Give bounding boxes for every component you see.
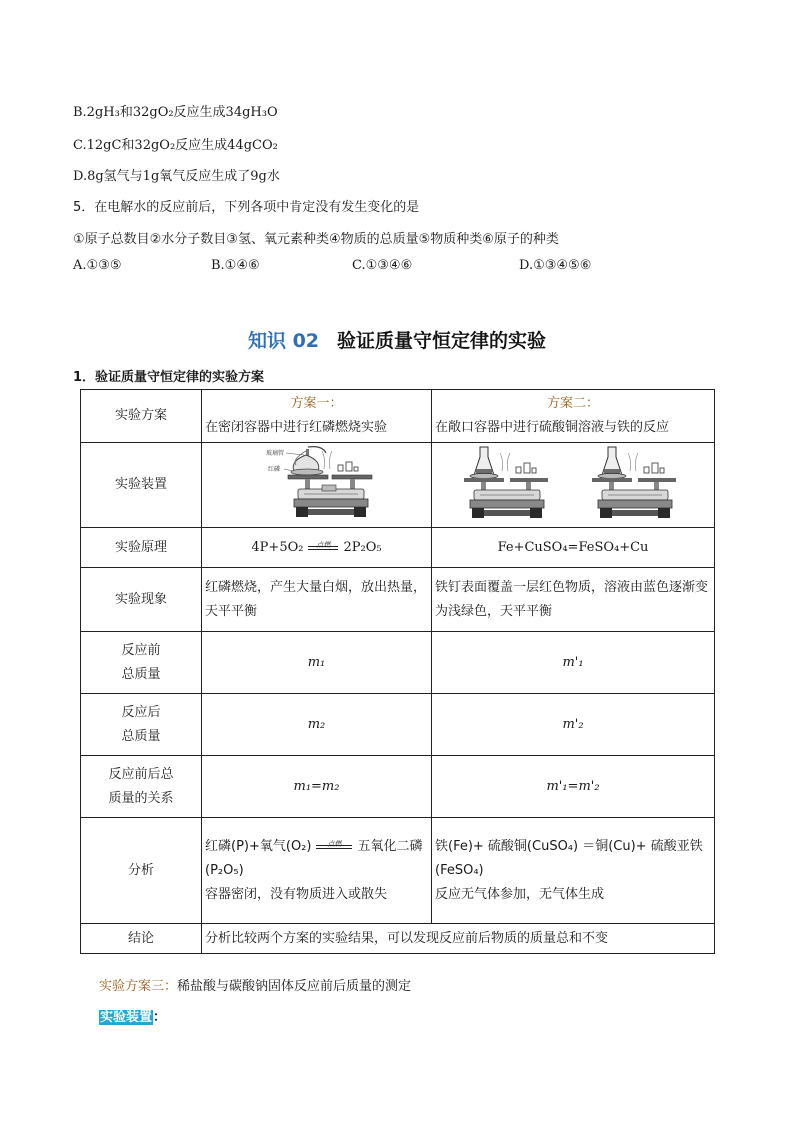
principle-1 [202, 528, 432, 568]
row-plan [81, 390, 715, 443]
relation-2: m'₁=m'₂ [432, 756, 715, 818]
reaction-arrow-2: 点燃 [314, 841, 354, 851]
principle-2: Fe+CuSO₄=FeSO₄+Cu [432, 528, 715, 568]
phenomenon-1: 红磷燃烧，产生大量白烟，放出热量，天平平衡 [202, 568, 432, 632]
label-plan: 实验方案 [81, 390, 202, 443]
label-after: 反应后 总质量 [81, 694, 202, 756]
plan-3-label: 实验方案三： [99, 979, 178, 994]
plan-3-line [99, 975, 411, 994]
eq1-right: 2P₂O₅ [343, 539, 382, 555]
label-conclusion: 结论 [81, 924, 202, 954]
analysis-1: 红磷(P)+氧气(O₂) 点燃 五氧化二磷 (P₂O₅) 容器密闭，没有物质进入或散失 [202, 818, 432, 924]
choice-b[interactable]: B.①④⑥ [211, 258, 260, 273]
mass-after-2: m'₂ [432, 694, 715, 756]
label-analysis: 分析 [81, 818, 202, 924]
mass-before-2: m'₁ [432, 632, 715, 694]
balance-iron-illustration [438, 445, 708, 525]
device-label: 实验装置 [100, 1010, 153, 1025]
row-device [81, 443, 715, 528]
scheme-1-desc: 在密闭容器中进行红磷燃烧实验 [205, 420, 388, 435]
row-conclusion [81, 924, 715, 954]
row-analysis [81, 818, 715, 924]
section-number: 知识 02 [247, 330, 320, 352]
cell-plan-1 [202, 390, 432, 443]
label-relation: 反应前后总 质量的关系 [81, 756, 202, 818]
question-5-items: ①原子总数目②水分子数目③氢、氧元素种类④物质的总质量⑤物质种类⑥原子的种类 [73, 232, 559, 247]
label-principle: 实验原理 [81, 528, 202, 568]
label-phenomenon: 实验现象 [81, 568, 202, 632]
cell-device-2 [432, 443, 715, 528]
mass-after-1: m₂ [202, 694, 432, 756]
cell-device-1 [202, 443, 432, 528]
tag-red-phosphorus: 红磷 [267, 466, 280, 473]
question-5-choices [73, 258, 673, 278]
option-d: D.8g氢气与1g氧气反应生成了9g水 [73, 169, 280, 184]
option-b: B.2gH₃和32gO₂反应生成34gH₃O [73, 105, 278, 120]
scheme-2-title: 方案二： [546, 396, 599, 411]
relation-1: m₁=m₂ [202, 756, 432, 818]
scheme-2-desc: 在敞口容器中进行硫酸铜溶液与铁的反应 [435, 420, 670, 435]
label-before: 反应前 总质量 [81, 632, 202, 694]
device-line: 实验装置： [100, 1010, 167, 1025]
scheme-1-title: 方案一： [290, 396, 343, 411]
subheading: 1．验证质量守恒定律的实验方案 [73, 370, 265, 385]
choice-d[interactable]: D.①③④⑤⑥ [519, 258, 592, 273]
question-5-stem: 5．在电解水的反应前后，下列各项中肯定没有发生变化的是 [73, 200, 420, 215]
row-before [81, 632, 715, 694]
conclusion-text: 分析比较两个方案的实验结果，可以发现反应前后物质的质量总和不变 [202, 924, 715, 954]
label-device: 实验装置 [81, 443, 202, 528]
row-relation [81, 756, 715, 818]
mass-before-1: m₁ [202, 632, 432, 694]
row-principle [81, 528, 715, 568]
choice-a[interactable]: A.①③⑤ [73, 258, 122, 273]
choice-c[interactable]: C.①③④⑥ [352, 258, 413, 273]
row-phenomenon [81, 568, 715, 632]
row-after [81, 694, 715, 756]
balance-phosphorus-illustration [212, 445, 422, 525]
phenomenon-2: 铁钉表面覆盖一层红色物质，溶液由蓝色逐渐变为浅绿色，天平平衡 [432, 568, 715, 632]
analysis-2: 铁(Fe)+ 硫酸铜(CuSO₄) ＝铜(Cu)+ 硫酸亚铁 (FeSO₄) 反应无气体参加，无气体生成 [432, 818, 715, 924]
section-title [0, 326, 794, 353]
eq1-left: 4P+5O₂ [251, 539, 304, 555]
section-heading: 验证质量守恒定律的实验 [337, 330, 547, 352]
tag-glass-tube: 玻璃管 [265, 450, 284, 457]
reaction-arrow-1 [306, 542, 340, 552]
experiment-table [80, 389, 715, 954]
cell-plan-2 [432, 390, 715, 443]
option-c: C.12gC和32gO₂反应生成44gCO₂ [73, 138, 278, 153]
eq1-condition: 点燃 [316, 541, 331, 549]
plan-3-text: 稀盐酸与碳酸钠固体反应前后质量的测定 [177, 979, 412, 994]
